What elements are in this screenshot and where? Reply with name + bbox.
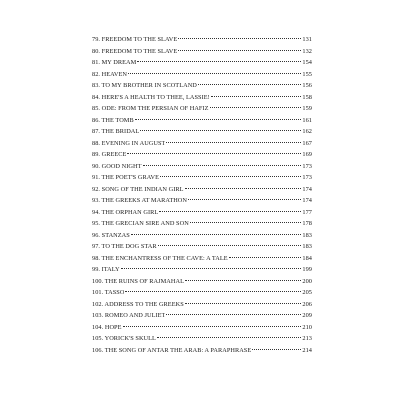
toc-entry-page-number: 183	[302, 243, 312, 250]
toc-entry	[92, 345, 312, 357]
dot-leader	[160, 176, 301, 177]
toc-entry-page-number: 199	[302, 266, 312, 273]
toc-entry-title: 103. ROMEO AND JULIET	[92, 312, 166, 319]
dot-leader	[131, 234, 302, 235]
toc-entry-page-number: 183	[302, 231, 312, 239]
dot-leader	[158, 245, 302, 246]
toc-entry-page-number: 210	[302, 323, 312, 331]
toc-entry-title: 91. THE POET'S GRAVE	[92, 174, 159, 181]
toc-entry-title: 79. FREEDOM TO THE SLAVE	[92, 36, 178, 43]
toc-entry	[92, 34, 312, 46]
toc-entry-page-number: 161	[302, 116, 312, 124]
toc-entry	[92, 57, 312, 69]
dot-leader	[123, 326, 302, 327]
dot-leader	[178, 38, 301, 39]
toc-entry-page-number: 214	[302, 346, 312, 354]
toc-entry-title: 88. EVENING IN AUGUST	[92, 139, 166, 147]
toc-entry	[92, 115, 312, 127]
dot-leader	[198, 84, 302, 85]
dot-leader	[135, 119, 302, 120]
toc-entry-title: 98. THE ENCHANTRESS OF THE CAVE: A TALE	[92, 254, 228, 262]
dot-leader	[185, 280, 301, 281]
toc-entry-page-number: 132	[302, 47, 312, 55]
toc-entry-page-number: 174	[302, 197, 312, 204]
dot-leader	[166, 314, 301, 315]
dot-leader	[127, 153, 301, 154]
dot-leader	[159, 211, 301, 212]
dot-leader	[210, 107, 302, 108]
toc-entry-title: 101. TASSO	[92, 289, 125, 296]
toc-entry	[92, 230, 312, 242]
toc-entry-page-number: 173	[302, 162, 312, 170]
toc-entry	[92, 241, 312, 253]
toc-entry	[92, 80, 312, 92]
toc-entry-page-number: 178	[302, 220, 312, 227]
toc-entry	[92, 103, 312, 115]
toc-entry	[92, 46, 312, 58]
toc-entry	[92, 276, 312, 288]
dot-leader	[128, 73, 301, 74]
toc-entry	[92, 218, 312, 230]
toc-entry	[92, 264, 312, 276]
toc-entry-page-number: 174	[302, 185, 312, 193]
toc-entry-title: 86. THE TOMB	[92, 116, 134, 124]
toc-entry-title: 93. THE GREEKS AT MARATHON	[92, 197, 188, 204]
toc-entry-title: 92. SONG OF THE INDIAN GIRL	[92, 185, 184, 193]
toc-entry-page-number: 162	[302, 128, 312, 135]
toc-entry	[92, 172, 312, 184]
toc-entry-title: 100. THE RUINS OF RAJMAHAL	[92, 277, 184, 285]
toc-entry	[92, 287, 312, 299]
dot-leader	[137, 61, 301, 62]
dot-leader	[121, 268, 302, 269]
toc-entry	[92, 161, 312, 173]
toc-entry-page-number: 213	[302, 335, 312, 342]
toc-entry-title: 90. GOOD NIGHT	[92, 162, 142, 170]
dot-leader	[157, 337, 301, 338]
toc-entry-title: 80. FREEDOM TO THE SLAVE	[92, 47, 178, 55]
toc-entry-title: 102. ADDRESS TO THE GREEKS	[92, 300, 184, 308]
toc-entry-page-number: 155	[302, 70, 312, 78]
dot-leader	[188, 199, 301, 200]
toc-entry-title: 105. YORICK'S SKULL	[92, 335, 156, 342]
toc-entry-page-number: 169	[302, 151, 312, 158]
toc-entry-title: 96. STANZAS	[92, 231, 130, 239]
toc-entry-page-number: 156	[302, 82, 312, 89]
toc-entry	[92, 149, 312, 161]
dot-leader	[143, 165, 302, 166]
toc-entry-page-number: 131	[302, 36, 312, 43]
toc-entry-page-number: 154	[302, 59, 312, 66]
toc-entry	[92, 92, 312, 104]
dot-leader	[229, 257, 302, 258]
toc-entry-page-number: 209	[302, 312, 312, 319]
toc-entry-title: 97. TO THE DOG STAR	[92, 243, 157, 250]
toc-entry	[92, 253, 312, 265]
toc-entry	[92, 322, 312, 334]
toc-entry-title: 87. THE BRIDAL	[92, 128, 140, 135]
toc-entry-page-number: 200	[302, 277, 312, 285]
toc-entry-title: 84. HERE'S A HEALTH TO THEE, LASSIE!	[92, 93, 210, 101]
dot-leader	[252, 349, 301, 350]
toc-entry	[92, 207, 312, 219]
toc-entry-title: 99. ITALY	[92, 266, 120, 273]
toc-entry	[92, 184, 312, 196]
dot-leader	[140, 130, 301, 131]
toc-entry-title: 82. HEAVEN	[92, 70, 128, 78]
toc-entry-page-number: 167	[302, 139, 312, 147]
toc-entry-page-number: 173	[302, 174, 312, 181]
toc-entry-page-number: 184	[302, 254, 312, 262]
dot-leader	[185, 188, 302, 189]
toc-entry	[92, 126, 312, 138]
toc-entry-title: 94. THE ORPHAN GIRL	[92, 208, 159, 216]
toc-entry-title: 85. ODE: FROM THE PERSIAN OF HAFIZ	[92, 105, 209, 112]
toc-entry-title: 106. THE SONG OF ANTAR THE ARAB: A PARAPHRASE	[92, 346, 252, 354]
toc-entry	[92, 138, 312, 150]
dot-leader	[185, 303, 302, 304]
toc-entry	[92, 299, 312, 311]
toc-entry	[92, 333, 312, 345]
toc-entry	[92, 69, 312, 81]
toc-entry-page-number: 159	[302, 105, 312, 112]
toc-entry-title: 104. HOPE	[92, 323, 122, 331]
dot-leader	[211, 96, 302, 97]
toc-entry-page-number: 205	[302, 289, 312, 296]
table-of-contents	[92, 34, 312, 356]
dot-leader	[178, 50, 301, 51]
dot-leader	[166, 142, 301, 143]
toc-entry-title: 89. GREECE	[92, 151, 127, 158]
toc-entry-title: 81. MY DREAM	[92, 59, 137, 66]
toc-entry-page-number: 206	[302, 300, 312, 308]
toc-entry-title: 95. THE GRECIAN SIRE AND SON	[92, 220, 189, 227]
toc-entry-title: 83. TO MY BROTHER IN SCOTLAND	[92, 82, 197, 89]
toc-entry	[92, 195, 312, 207]
toc-entry	[92, 310, 312, 322]
toc-entry-page-number: 177	[302, 208, 312, 216]
toc-entry-page-number: 158	[302, 93, 312, 101]
dot-leader	[190, 222, 302, 223]
dot-leader	[125, 291, 301, 292]
